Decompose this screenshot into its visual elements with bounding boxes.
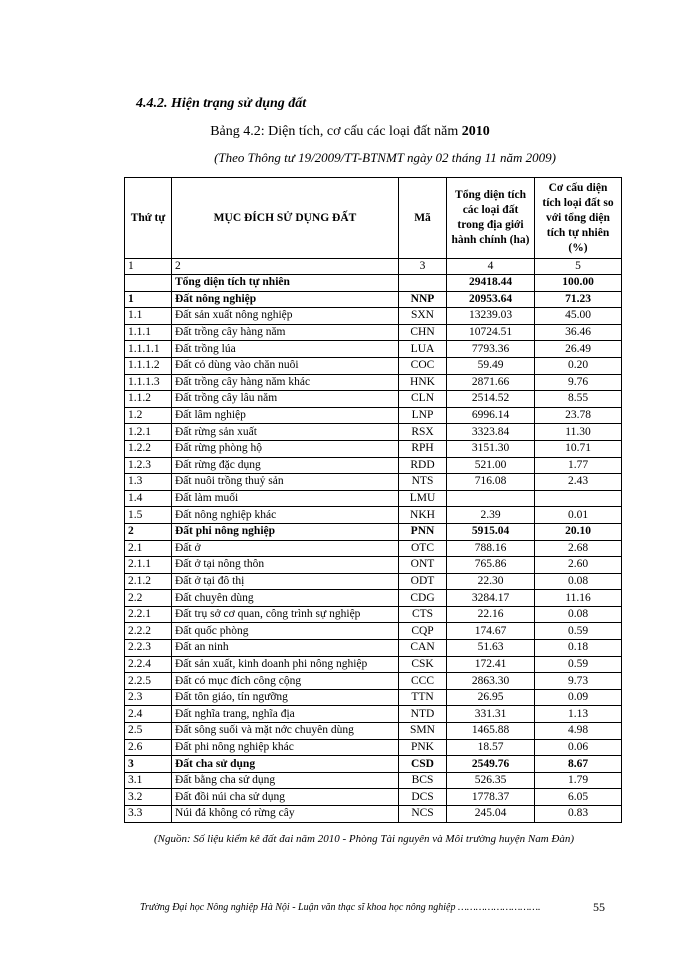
row-area-cell: 765.86 — [447, 557, 535, 574]
row-order-cell: 2.2.3 — [125, 640, 172, 657]
row-purpose-cell: Đất ở tại đô thị — [172, 573, 399, 590]
row-area-cell: 521.00 — [447, 457, 535, 474]
row-order-cell: 2.2.5 — [125, 673, 172, 690]
row-purpose-cell: Đất trồng lúa — [172, 341, 399, 358]
table-row — [125, 374, 622, 391]
row-area-cell: 10724.51 — [447, 324, 535, 341]
row-share-cell: 0.08 — [535, 606, 622, 623]
table-row — [125, 590, 622, 607]
row-share-cell: 36.46 — [535, 324, 622, 341]
row-purpose-cell: Đất trồng cây hàng năm — [172, 324, 399, 341]
row-area-cell: 22.30 — [447, 573, 535, 590]
row-order-cell: 1.3 — [125, 474, 172, 491]
footer-text: Trường Đại học Nông nghiệp Hà Nội - Luận văn thạc sĩ khoa học nông nghiệp ………………………. — [140, 902, 541, 913]
row-order-cell: 2.1.1 — [125, 557, 172, 574]
row-order-cell: 2.2.4 — [125, 656, 172, 673]
row-area-cell: 51.63 — [447, 640, 535, 657]
row-area-cell: 6996.14 — [447, 407, 535, 424]
row-share-cell: 0.08 — [535, 573, 622, 590]
row-purpose-cell: Đất nghĩa trang, nghĩa địa — [172, 706, 399, 723]
row-order-cell: 2.6 — [125, 739, 172, 756]
row-code-cell: CAN — [399, 640, 447, 657]
row-order-cell: 2.1.2 — [125, 573, 172, 590]
table-row — [125, 391, 622, 408]
section-heading: 4.4.2. Hiện trạng sử dụng đất — [136, 96, 307, 111]
row-code-cell: ODT — [399, 573, 447, 590]
row-share-cell: 9.73 — [535, 673, 622, 690]
table-row — [125, 424, 622, 441]
row-purpose-cell: Đất phi nông nghiệp — [172, 523, 399, 540]
row-share-cell: 6.05 — [535, 789, 622, 806]
row-code-cell: CQP — [399, 623, 447, 640]
row-share-cell: 45.00 — [535, 308, 622, 325]
table-row — [125, 606, 622, 623]
row-share-cell: 0.59 — [535, 656, 622, 673]
table-row — [125, 689, 622, 706]
row-share-cell — [535, 490, 622, 507]
row-area-cell: 13239.03 — [447, 308, 535, 325]
table-row — [125, 341, 622, 358]
table-row — [125, 573, 622, 590]
row-order-cell: 2 — [125, 523, 172, 540]
table-row — [125, 723, 622, 740]
row-code-cell: NTS — [399, 474, 447, 491]
row-area-cell — [447, 490, 535, 507]
table-row — [125, 490, 622, 507]
table-row — [125, 357, 622, 374]
header-share: Cơ cấu diện tích loại đất so với tổng diện tích tự nhiên (%) — [535, 178, 622, 259]
row-order-cell — [125, 275, 172, 292]
row-purpose-cell: Đất nông nghiệp — [172, 291, 399, 308]
row-share-cell: 23.78 — [535, 407, 622, 424]
source-note: (Nguồn: Số liệu kiểm kê đất đai năm 2010 - Phòng Tài nguyên và Môi trường huyện Nam Đàn) — [153, 833, 575, 845]
row-share-cell: 0.20 — [535, 357, 622, 374]
table-row — [125, 557, 622, 574]
table-row — [125, 656, 622, 673]
column-number: 3 — [399, 259, 447, 275]
table-row — [125, 457, 622, 474]
row-order-cell: 3.3 — [125, 806, 172, 823]
row-area-cell: 3151.30 — [447, 440, 535, 457]
table-header-row — [125, 178, 622, 259]
table-row — [125, 706, 622, 723]
row-order-cell: 1 — [125, 291, 172, 308]
row-share-cell: 8.67 — [535, 756, 622, 773]
row-order-cell: 1.1 — [125, 308, 172, 325]
row-area-cell: 59.49 — [447, 357, 535, 374]
row-purpose-cell: Đất sản xuất nông nghiệp — [172, 308, 399, 325]
row-order-cell: 2.2 — [125, 590, 172, 607]
row-purpose-cell: Đất an ninh — [172, 640, 399, 657]
row-area-cell: 2.39 — [447, 507, 535, 524]
row-area-cell: 526.35 — [447, 772, 535, 789]
row-order-cell: 2.1 — [125, 540, 172, 557]
row-order-cell: 1.2 — [125, 407, 172, 424]
row-share-cell: 1.13 — [535, 706, 622, 723]
row-code-cell: SXN — [399, 308, 447, 325]
row-area-cell: 1778.37 — [447, 789, 535, 806]
row-purpose-cell: Núi đá không có rừng cây — [172, 806, 399, 823]
row-area-cell: 2549.76 — [447, 756, 535, 773]
row-purpose-cell: Đất ở — [172, 540, 399, 557]
land-use-table — [124, 177, 622, 823]
row-purpose-cell: Đất cha sử dụng — [172, 756, 399, 773]
row-share-cell: 2.68 — [535, 540, 622, 557]
row-area-cell: 2863.30 — [447, 673, 535, 690]
row-code-cell: CTS — [399, 606, 447, 623]
row-order-cell: 1.1.1.3 — [125, 374, 172, 391]
row-order-cell: 1.5 — [125, 507, 172, 524]
row-purpose-cell: Đất nông nghiệp khác — [172, 507, 399, 524]
page-number: 55 — [593, 900, 605, 914]
row-purpose-cell: Đất bằng cha sử dụng — [172, 772, 399, 789]
row-order-cell: 2.2.2 — [125, 623, 172, 640]
table-row — [125, 806, 622, 823]
row-purpose-cell: Đất rừng phòng hộ — [172, 440, 399, 457]
row-purpose-cell: Đất phi nông nghiệp khác — [172, 739, 399, 756]
row-area-cell: 7793.36 — [447, 341, 535, 358]
row-code-cell: RDD — [399, 457, 447, 474]
row-code-cell: NKH — [399, 507, 447, 524]
row-share-cell: 0.83 — [535, 806, 622, 823]
row-code-cell: PNN — [399, 523, 447, 540]
table-row — [125, 673, 622, 690]
header-order: Thứ tự — [125, 178, 172, 259]
row-order-cell: 3.1 — [125, 772, 172, 789]
table-row — [125, 324, 622, 341]
row-purpose-cell: Đất làm muối — [172, 490, 399, 507]
row-purpose-cell: Đất rừng đặc dụng — [172, 457, 399, 474]
row-area-cell: 3323.84 — [447, 424, 535, 441]
table-row — [125, 291, 622, 308]
row-purpose-cell: Đất trồng cây lâu năm — [172, 391, 399, 408]
table-row — [125, 756, 622, 773]
row-area-cell: 172.41 — [447, 656, 535, 673]
row-order-cell: 1.2.3 — [125, 457, 172, 474]
row-code-cell: COC — [399, 357, 447, 374]
row-order-cell: 2.5 — [125, 723, 172, 740]
row-order-cell: 1.1.1.2 — [125, 357, 172, 374]
row-purpose-cell: Đất lâm nghiệp — [172, 407, 399, 424]
row-purpose-cell: Đất cỏ dùng vào chăn nuôi — [172, 357, 399, 374]
table-row — [125, 507, 622, 524]
header-purpose: MỤC ĐÍCH SỬ DỤNG ĐẤT — [172, 178, 399, 259]
row-code-cell: BCS — [399, 772, 447, 789]
row-area-cell: 788.16 — [447, 540, 535, 557]
row-share-cell: 2.43 — [535, 474, 622, 491]
table-row — [125, 789, 622, 806]
row-code-cell: CDG — [399, 590, 447, 607]
row-area-cell: 18.57 — [447, 739, 535, 756]
row-area-cell: 174.67 — [447, 623, 535, 640]
row-code-cell — [399, 275, 447, 292]
row-order-cell: 1.4 — [125, 490, 172, 507]
row-area-cell: 22.16 — [447, 606, 535, 623]
table-row — [125, 739, 622, 756]
table-title-year: 2010 — [461, 124, 490, 139]
row-order-cell: 1.2.2 — [125, 440, 172, 457]
row-purpose-cell: Đất ở tại nông thôn — [172, 557, 399, 574]
row-area-cell: 26.95 — [447, 689, 535, 706]
row-share-cell: 1.79 — [535, 772, 622, 789]
row-area-cell: 2871.66 — [447, 374, 535, 391]
row-code-cell: TTN — [399, 689, 447, 706]
row-share-cell: 9.76 — [535, 374, 622, 391]
row-purpose-cell: Đất sản xuất, kinh doanh phi nông nghiệp — [172, 656, 399, 673]
row-area-cell: 2514.52 — [447, 391, 535, 408]
row-purpose-cell: Đất đồi núi cha sử dụng — [172, 789, 399, 806]
row-area-cell: 20953.64 — [447, 291, 535, 308]
row-code-cell: LNP — [399, 407, 447, 424]
row-code-cell: LMU — [399, 490, 447, 507]
row-purpose-cell: Tổng diện tích tự nhiên — [172, 275, 399, 292]
row-code-cell: RPH — [399, 440, 447, 457]
row-code-cell: NCS — [399, 806, 447, 823]
row-code-cell: NTD — [399, 706, 447, 723]
row-order-cell: 3 — [125, 756, 172, 773]
table-row — [125, 308, 622, 325]
table-body — [125, 275, 622, 823]
row-code-cell: CHN — [399, 324, 447, 341]
row-code-cell: CSK — [399, 656, 447, 673]
row-area-cell: 331.31 — [447, 706, 535, 723]
row-code-cell: PNK — [399, 739, 447, 756]
row-purpose-cell: Đất trồng cây hàng năm khác — [172, 374, 399, 391]
row-code-cell: NNP — [399, 291, 447, 308]
row-area-cell: 3284.17 — [447, 590, 535, 607]
row-purpose-cell: Đất rừng sản xuất — [172, 424, 399, 441]
row-code-cell: SMN — [399, 723, 447, 740]
row-code-cell: ONT — [399, 557, 447, 574]
row-share-cell: 0.59 — [535, 623, 622, 640]
row-purpose-cell: Đất quốc phòng — [172, 623, 399, 640]
row-share-cell: 0.01 — [535, 507, 622, 524]
row-share-cell: 11.30 — [535, 424, 622, 441]
row-share-cell: 10.71 — [535, 440, 622, 457]
row-share-cell: 0.06 — [535, 739, 622, 756]
row-share-cell: 71.23 — [535, 291, 622, 308]
row-order-cell: 2.2.1 — [125, 606, 172, 623]
table-row — [125, 540, 622, 557]
row-code-cell: LUA — [399, 341, 447, 358]
row-purpose-cell: Đất sông suối và mặt nớc chuyên dùng — [172, 723, 399, 740]
column-number: 2 — [172, 259, 399, 275]
table-row — [125, 474, 622, 491]
row-share-cell: 2.60 — [535, 557, 622, 574]
table-row — [125, 623, 622, 640]
row-code-cell: CCC — [399, 673, 447, 690]
table-row — [125, 772, 622, 789]
header-code: Mã — [399, 178, 447, 259]
column-number-row — [125, 259, 622, 275]
table-row — [125, 640, 622, 657]
table-row — [125, 407, 622, 424]
row-share-cell: 4.98 — [535, 723, 622, 740]
header-area: Tổng diện tích các loại đất trong địa giới hành chính (ha) — [447, 178, 535, 259]
column-number: 1 — [125, 259, 172, 275]
row-purpose-cell: Đất trụ sở cơ quan, công trình sự nghiệp — [172, 606, 399, 623]
table-row — [125, 275, 622, 292]
table-row — [125, 523, 622, 540]
row-purpose-cell: Đất tôn giáo, tín ngưỡng — [172, 689, 399, 706]
row-area-cell: 716.08 — [447, 474, 535, 491]
table-title-prefix: Bảng 4.2: Diện tích, cơ cấu các loại đất năm — [210, 124, 459, 139]
column-number: 5 — [535, 259, 622, 275]
row-code-cell: HNK — [399, 374, 447, 391]
row-purpose-cell: Đất có mục đích công cộng — [172, 673, 399, 690]
row-share-cell: 8.55 — [535, 391, 622, 408]
row-code-cell: OTC — [399, 540, 447, 557]
row-share-cell: 0.18 — [535, 640, 622, 657]
row-order-cell: 3.2 — [125, 789, 172, 806]
row-order-cell: 1.1.1 — [125, 324, 172, 341]
row-share-cell: 11.16 — [535, 590, 622, 607]
row-code-cell: CLN — [399, 391, 447, 408]
row-share-cell: 26.49 — [535, 341, 622, 358]
row-share-cell: 20.10 — [535, 523, 622, 540]
column-number: 4 — [447, 259, 535, 275]
table-subtitle: (Theo Thông tư 19/2009/TT-BTNMT ngày 02 tháng 11 năm 2009) — [214, 150, 556, 165]
row-order-cell: 1.1.2 — [125, 391, 172, 408]
row-order-cell: 2.3 — [125, 689, 172, 706]
row-share-cell: 1.77 — [535, 457, 622, 474]
row-share-cell: 0.09 — [535, 689, 622, 706]
row-order-cell: 1.1.1.1 — [125, 341, 172, 358]
row-area-cell: 1465.88 — [447, 723, 535, 740]
table-row — [125, 440, 622, 457]
row-order-cell: 2.4 — [125, 706, 172, 723]
table-title — [0, 124, 700, 140]
row-code-cell: RSX — [399, 424, 447, 441]
row-area-cell: 5915.04 — [447, 523, 535, 540]
row-area-cell: 29418.44 — [447, 275, 535, 292]
row-area-cell: 245.04 — [447, 806, 535, 823]
row-purpose-cell: Đất nuôi trồng thuỷ sản — [172, 474, 399, 491]
row-share-cell: 100.00 — [535, 275, 622, 292]
row-code-cell: DCS — [399, 789, 447, 806]
row-purpose-cell: Đất chuyên dùng — [172, 590, 399, 607]
row-code-cell: CSD — [399, 756, 447, 773]
row-order-cell: 1.2.1 — [125, 424, 172, 441]
